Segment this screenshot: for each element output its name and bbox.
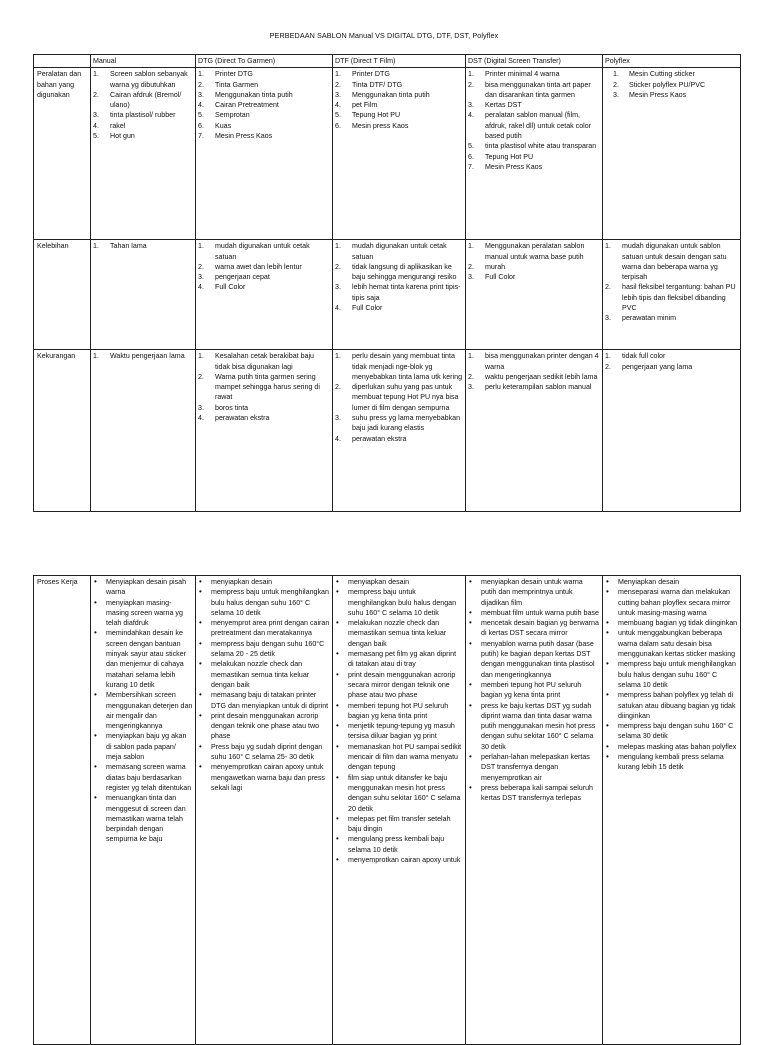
list-item: • menyiapkan desain [335, 577, 463, 587]
list-item: • memasang screen warna diatas baju berdasarkan register yg telah ditentukan [93, 762, 193, 793]
list-item: pet Film [352, 101, 378, 110]
cell-dtf [333, 240, 466, 350]
list-item: boros tinta [215, 403, 249, 412]
list-item: • Membersihkan screen menggunakan deterjen dan air mengalir dan mengeringkannya [93, 690, 193, 731]
list-item: pengerjaan cepat [215, 273, 270, 282]
list-item: • Menyiapkan desain [605, 577, 738, 587]
header-manual: Manual [91, 55, 196, 68]
list-item: Mesin Press Kaos [485, 162, 543, 171]
cell-dtg [196, 576, 333, 1045]
list-item: Cairan afdruk (Bremol/ ulano) [110, 90, 182, 110]
list-item: Full Color [215, 283, 246, 292]
list-item: perawatan ekstra [352, 434, 407, 443]
list-item: • perlahan-lahan melepaskan kertas DST transfernya dengan menyemprotkan air [468, 752, 600, 783]
list-item: • menyablon warna putih dasar (base putih) ke bagian depan kertas DST dengan menggunakan tinta plastisol dan mengeringkannya [468, 639, 600, 680]
list-item: Printer DTG [215, 70, 253, 79]
list-item: perawatan minim [622, 314, 677, 323]
row-label: Kelebihan [34, 240, 91, 350]
list-item: bisa menggunakan printer dengan 4 warna [485, 352, 599, 371]
list-item: Mesin Press Kaos [215, 132, 273, 141]
cell-polyflex [603, 68, 741, 240]
list-item: • memanaskan hot PU sampai sedikit mencair di film dan warna menyatu dengan tepung [335, 742, 463, 773]
table-header-row [34, 55, 741, 68]
cell-dtf [333, 68, 466, 240]
list-item: • print desain menggunakan acrorip dengan teknik one phase atau two phase [198, 711, 330, 742]
list-item: Full Color [485, 273, 516, 282]
list-item: • untuk menggabungkan beberapa warna dalam satu desain bisa menggunakan kertas sticker masking [605, 628, 738, 659]
list-item: Tinta Garmen [215, 80, 259, 89]
list-item: tinta plastisol white atau transparan [485, 142, 597, 151]
list-item: Mesin press Kaos [352, 121, 409, 130]
list-item: perlu desain yang membuat tinta tidak menjadi nge-blok yg menyebabkan tinta lama utk kering [352, 352, 463, 381]
row-label: Kekurangan [34, 350, 91, 512]
list-item: peralatan sablon manual (film, afdruk, rakel dll) untuk cetak color based putih [485, 111, 592, 141]
list-item: • menseparasi warna dan melakukan cutting bahan ployflex secara mirror untuk masing-masing warna [605, 587, 738, 618]
list-item: Printer minimal 4 warna [485, 70, 560, 79]
list-item: • melakukan nozzle check dan memastikan semua tinta keluar dengan baik [198, 659, 330, 690]
list-item: Tepung Hot PU [485, 152, 534, 161]
list-item: Cairan Pretreatment [215, 101, 279, 110]
list-item: suhu press yg lama menyebabkan baju jadi kurang elastis [352, 414, 461, 433]
list-item: tidak full color [622, 352, 666, 361]
cell-polyflex [603, 576, 741, 1045]
document-title: PERBEDAAN SABLON Manual VS DIGITAL DTG, DTF, DST, Polyflex [269, 31, 499, 40]
list-item: warna awet dan lebih lentur [215, 262, 302, 271]
list-item: • Press baju yg sudah diprint dengan suhu 160° C selama 25- 30 detik [198, 742, 330, 763]
row-label: Proses Kerja [34, 576, 91, 1045]
list-item: perlu keterampilan sablon manual [485, 383, 592, 392]
cell-dtg [196, 68, 333, 240]
list-item: Mesin Press Kaos [629, 90, 687, 99]
list-item: Kesalahan cetak berakibat baju tidak bisa digunakan lagi [215, 352, 314, 371]
list-item: Menggunakan tinta putih [352, 90, 430, 99]
list-item: • mengulang kembali press selama kurang lebih 15 detik [605, 752, 738, 773]
list-item: Tahan lama [110, 242, 147, 251]
list-item: Menggunakan peralatan sablon manual untuk warna base putih [485, 242, 585, 261]
list-item: • menyiapkan desain [198, 577, 330, 587]
list-item: murah [485, 262, 506, 271]
list-item: pengerjaan yang lama [622, 362, 693, 371]
list-item: waktu pengerjaan sedikit lebih lama [485, 372, 598, 381]
table-row [34, 350, 741, 512]
header-polyflex: Polyflex [603, 55, 741, 68]
process-table [33, 575, 741, 1045]
list-item: • mempress baju dengan suhu 160° C selama 30 detik [605, 721, 738, 742]
list-item: • film siap untuk ditansfer ke baju menggunakan mesin hot press dengan suhu sekitar 160° C selama 20 detik [335, 773, 463, 814]
list-item: Tinta DTF/ DTG [352, 80, 403, 89]
list-item: mudah digunakan untuk cetak satuan [215, 242, 310, 261]
list-item: • mencetak desain bagian yg berwarna di kertas DST secara mirror [468, 618, 600, 639]
list-item: • menyiapkan masing-masing screen warna yg telah diafdruk [93, 598, 193, 629]
list-item: • menyemprotkan cairan apoxy untuk [335, 855, 463, 865]
cell-manual [91, 576, 196, 1045]
list-item: • mempress baju untuk menghilangkan bulu halus dengan suhu 160° C selama 10 detik [605, 659, 738, 690]
list-item: Hot gun [110, 132, 135, 141]
cell-dtg [196, 350, 333, 512]
list-item: Mesin Cutting sticker [629, 70, 695, 79]
cell-manual [91, 240, 196, 350]
cell-dtf [333, 576, 466, 1045]
list-item: • melakukan nozzle check dan memastikan semua tinta keluar dengan baik [335, 618, 463, 649]
cell-dst [466, 576, 603, 1045]
list-item: • menyiapkan desain untuk warna putih dan memprintnya untuk dijadikan film [468, 577, 600, 608]
header-dst: DST (Digital Screen Transfer) [466, 55, 603, 68]
row-label: Peralatan dan bahan yang digunakan [34, 68, 91, 240]
list-item: diperlukan suhu yang pas untuk membuat tepung Hot PU nya bisa lumer di film dengan sempurna [352, 383, 459, 412]
list-item: • menyemprotkan cairan apoxy untuk mengawetkan warna baju dan press sekali lagi [198, 762, 330, 793]
cell-dst [466, 350, 603, 512]
list-item: • press ke baju kertas DST yg sudah diprint warna dan tinta dasar warna putih menggunakan mesin hot press dengan suhu sekitar 160° C selama 30 detik [468, 701, 600, 752]
table-row [34, 68, 741, 240]
table-row [34, 240, 741, 350]
list-item: • menyiapkan baju yg akan di sablon pada papan/ meja sablon [93, 731, 193, 762]
list-item: Screen sablon sebanyak warna yg dibutuhkan [110, 70, 188, 89]
cell-dtf [333, 350, 466, 512]
list-item: • mempress baju dengan suhu 160°C selama 20 - 25 detik [198, 639, 330, 660]
cell-manual [91, 350, 196, 512]
list-item: Warna putih tinta garmen sering mampet sehingga harus sering di rawat [215, 372, 320, 402]
list-item: • menyemprot area print dengan cairan pretreatment dan meratakannya [198, 618, 330, 639]
list-item: • press beberapa kali sampai seluruh kertas DST transfernya terlepas [468, 783, 600, 804]
list-item: • memindahkan desain ke screen dengan bantuan minyak sayur atau sticker dan menjemur di cahaya matahari selama lebih kurang 10 detik [93, 628, 193, 690]
list-item: Menggunakan tinta putih [215, 90, 293, 99]
cell-dtg [196, 240, 333, 350]
list-item: bisa menggunakan tinta art paper dan disarankan tinta garmen [485, 80, 591, 99]
list-item: Semprotan [215, 111, 250, 120]
list-item: • menuangkan tinta dan menggesut di screen dan memastikan warna telah berpindah dengan sempurna ke baju [93, 793, 193, 844]
cell-polyflex [603, 350, 741, 512]
list-item: • melepas pet film transfer setelah baju dingin [335, 814, 463, 835]
list-item: lebih hemat tinta karena print tipis-tipis saja [352, 283, 461, 302]
list-item: • Menyiapkan desain pisah warna [93, 577, 193, 598]
list-item: • mempress bahan polyflex yg telah di satukan atau dibuang bagian yg tidak diinginkan [605, 690, 738, 721]
header-dtf: DTF (Direct T Film) [333, 55, 466, 68]
list-item: hasil fleksibel tergantung: bahan PU lebih tipis dan fleksibel dibanding PVC [622, 283, 736, 313]
list-item: perawatan ekstra [215, 414, 270, 423]
table-row [34, 576, 741, 1045]
list-item: Sticker polyflex PU/PVC [629, 80, 706, 89]
list-item: tidak langsung di aplikasikan ke baju sehingga mengurangi resiko [352, 262, 457, 282]
list-item: mudah digunakan untuk cetak satuan [352, 242, 447, 261]
list-item: mudah digunakan untuk sablon satuan untuk desain dengan satu warna dan beberapa warna yg terpisah [622, 242, 727, 282]
list-item: • mempress baju untuk menghilangkan bulu halus dengan suhu 160° C selama 10 detik [198, 587, 330, 618]
list-item: • mengulang press kembali baju selama 10 detik [335, 834, 463, 855]
list-item: • memberi tepung hot PU seluruh bagian yg kena tinta print [335, 701, 463, 722]
comparison-table [33, 54, 741, 512]
list-item: Kuas [215, 121, 232, 130]
list-item: • mempress baju untuk menghilangkan bulu halus dengan suhu 160° C selama 10 detik [335, 587, 463, 618]
list-item: • print desain menggunakan acrorip secara mirror dengan teknik one phase atau two phase [335, 670, 463, 701]
list-item: • memberi tepung hot PU seluruh bagian yg kena tinta print [468, 680, 600, 701]
list-item: Kertas DST [485, 101, 522, 110]
list-item: • melepas masking atas bahan polyflex [605, 742, 738, 752]
cell-dst [466, 240, 603, 350]
list-item: Full Color [352, 304, 383, 313]
list-item: rakel [110, 121, 126, 130]
list-item: Tepung Hot PU [352, 111, 401, 120]
header-corner [34, 55, 91, 68]
list-item: Printer DTG [352, 70, 390, 79]
list-item: • membuat film untuk warna putih base [468, 608, 600, 618]
cell-polyflex [603, 240, 741, 350]
cell-manual [91, 68, 196, 240]
list-item: Waktu pengerjaan lama [110, 352, 185, 361]
list-item: • menjetik tepung-tepung yg masuh tersisa diluar bagian yg print [335, 721, 463, 742]
header-dtg: DTG (Direct To Garmen) [196, 55, 333, 68]
cell-dst [466, 68, 603, 240]
list-item: tinta plastisol/ rubber [110, 111, 176, 120]
list-item: • memasang pet film yg akan diprint di tatakan atau di tray [335, 649, 463, 670]
list-item: • memasang baju di tatakan printer DTG dan menyiapkan untuk di diprint [198, 690, 330, 711]
list-item: • membuang bagian yg tidak diinginkan [605, 618, 738, 628]
